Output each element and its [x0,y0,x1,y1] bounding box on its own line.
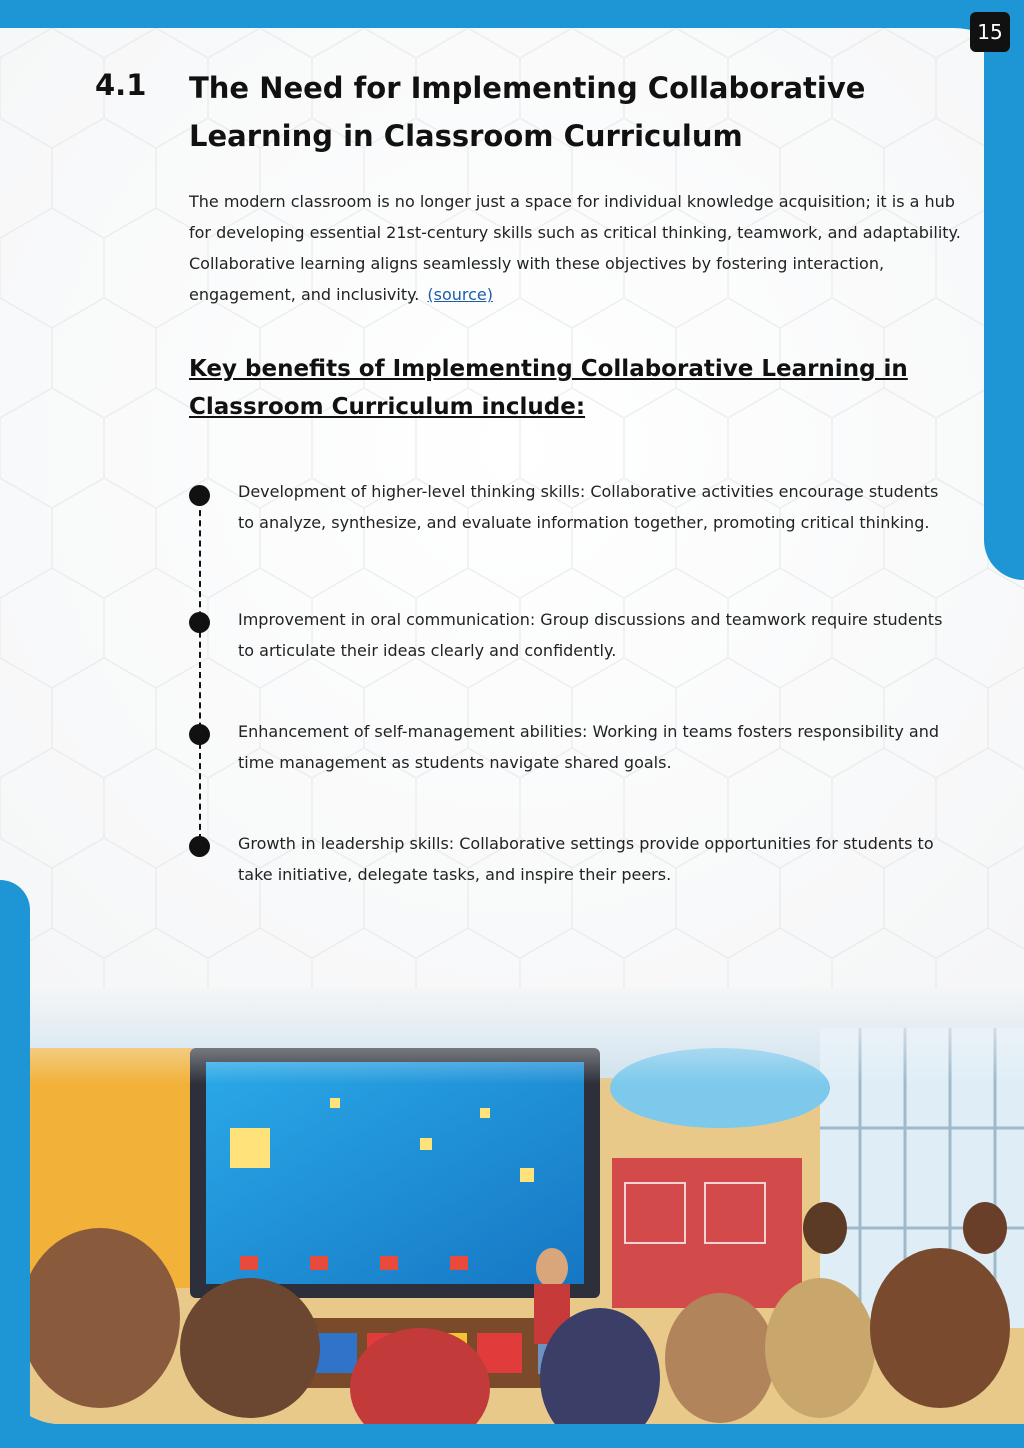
benefit-item: Development of higher-level thinking skills: Collaborative activities encourage students to analyze, synthesize, and evaluate information together, promoting critical thinking. [238,482,939,532]
timeline-line [199,500,201,840]
page-number-badge: 15 [970,12,1010,52]
right-accent-stripe [984,40,1024,580]
left-accent-stripe [0,880,30,1440]
section-number: 4.1 [95,68,147,102]
timeline-dot [189,836,210,857]
timeline-dot [189,485,210,506]
intro-text: The modern classroom is no longer just a space for individual knowledge acquisition; it is a hub for developing essential 21st-century skills such as critical thinking, teamwork, and adaptability. Collaborative learning aligns seamlessly with these objectives by fostering interaction, engagement, and inclusivity. [189,192,961,304]
classroom-photo [0,988,1024,1424]
timeline-dot [189,724,210,745]
benefits-heading: Key benefits of Implementing Collaborative Learning in Classroom Curriculum include: [189,356,908,420]
intro-paragraph [189,186,979,310]
benefit-item: Improvement in oral communication: Group discussions and teamwork require students to articulate their ideas clearly and confidently. [238,610,943,660]
benefit-item: Growth in leadership skills: Collaborative settings provide opportunities for students to take initiative, delegate tasks, and inspire their peers. [238,834,934,884]
timeline-dot [189,612,210,633]
section-title: The Need for Implementing Collaborative Learning in Classroom Curriculum [189,71,866,153]
source-link[interactable]: (source) [427,285,493,304]
benefit-item: Enhancement of self-management abilities: Working in teams fosters responsibility and time management as students navigate shared goals. [238,722,940,772]
